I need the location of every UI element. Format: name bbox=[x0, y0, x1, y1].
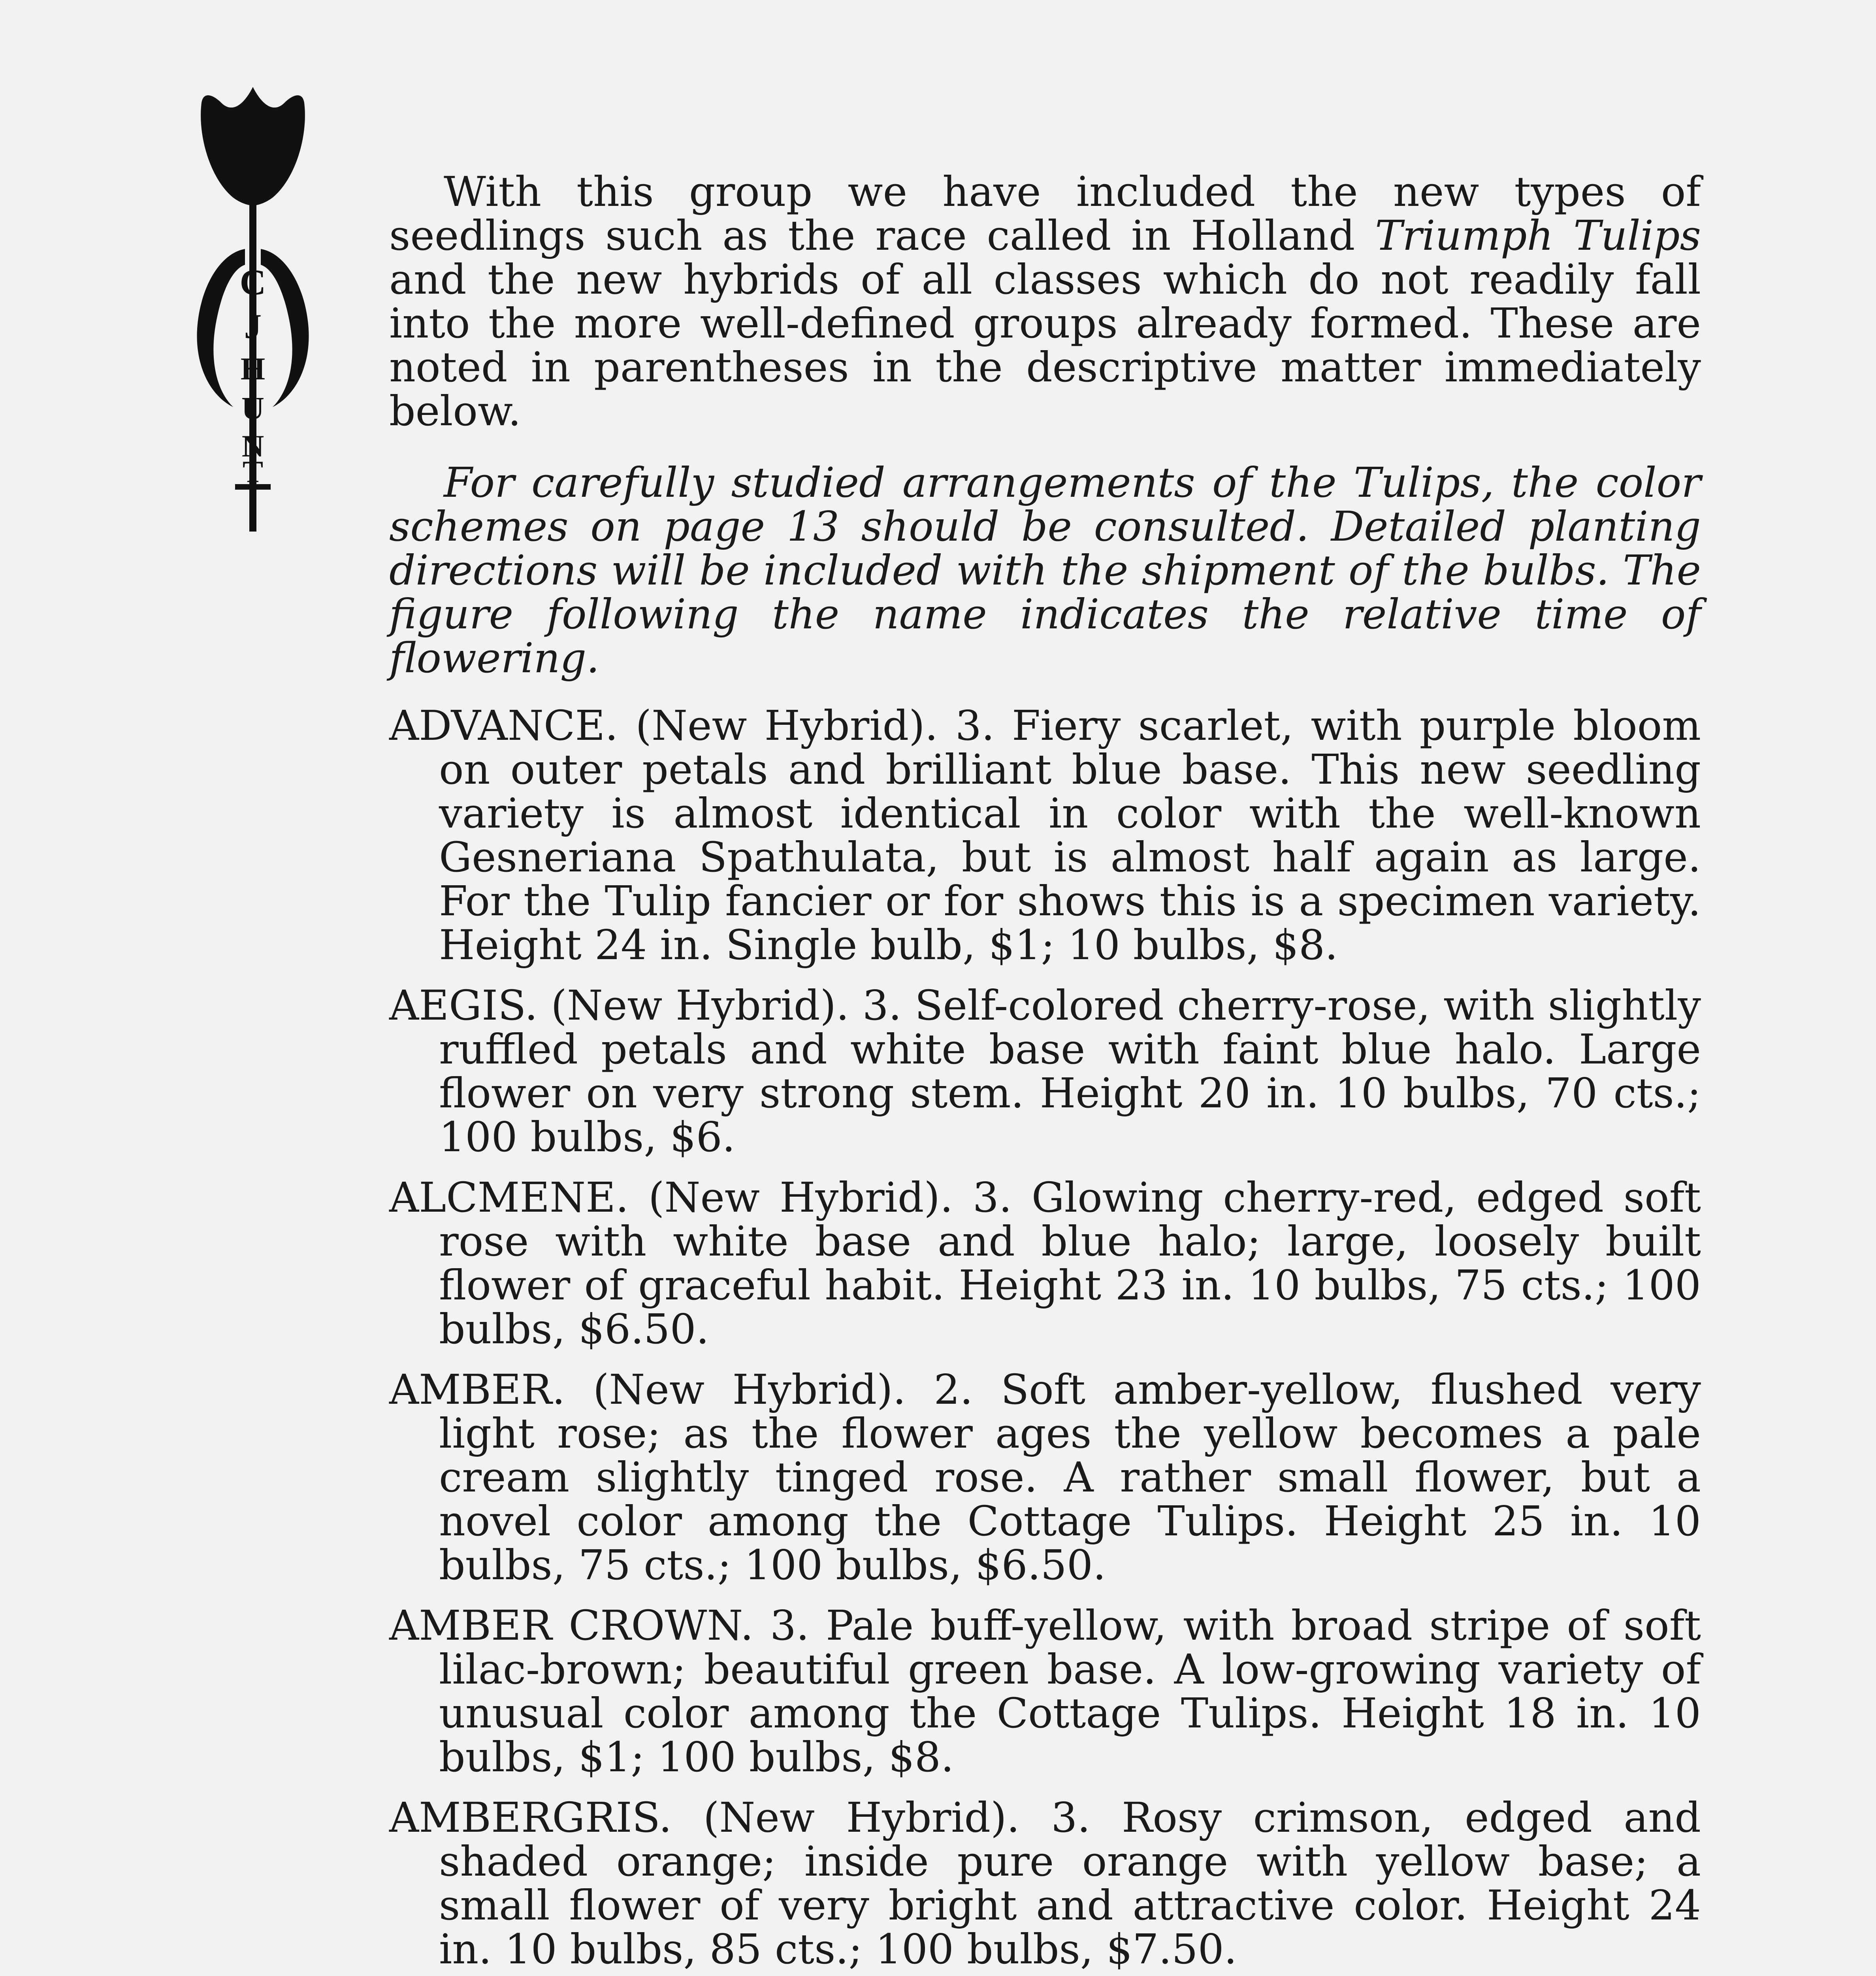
logo-letter-u: U bbox=[241, 391, 264, 426]
logo-letter-h: H bbox=[240, 352, 266, 387]
logo-letter-t: T bbox=[242, 454, 264, 489]
tulip-entry-aegis: AEGIS. (New Hybrid). 3. Self-colored cherry-rose, with slightly ruffled petals and white base with faint blue halo. Large flower on very strong stem. Height 20 in. 10 bulbs, 70 cts.; 100 bulbs, $6. bbox=[389, 981, 1701, 1161]
tulip-entry-advance: ADVANCE. (New Hybrid). 3. Fiery scarlet, with purple bloom on outer petals and brilliant blue base. This new seedling variety is almost identical in color with the well-known Gesneriana Spathulata, but is almost half again as large. For the Tulip fancier or for shows this is a specimen variety. Height 24 in. Single bulb, $1; 10 bulbs, $8. bbox=[389, 701, 1701, 969]
tulip-entry-amber: AMBER. (New Hybrid). 2. Soft amber-yellow, flushed very light rose; as the flower ages the yellow becomes a pale cream slightly tinged rose. A rather small flower, but a novel color among the Cottage Tulips. Height 25 in. 10 bulbs, 75 cts.; 100 bulbs, $6.50. bbox=[389, 1365, 1701, 1589]
tulip-logo-icon bbox=[186, 79, 320, 534]
intro-text-2: and the new hybrids of all classes which do not readily fall into the more well-defined groups already formed. These are noted in parentheses in the descriptive matter immediately below. bbox=[389, 255, 1701, 435]
logo-letter-j: J bbox=[244, 307, 262, 346]
intro-text-1: With this group we have included the new types of seedlings such as the race called in Holland bbox=[389, 168, 1701, 260]
planting-note: For carefully studied arrangements of the Tulips, the color schemes on page 13 should be consulted. Detailed planting directions will be included with the shipment of the bulbs. The figure following the name indicates the relative time of flowering. bbox=[389, 458, 1701, 682]
tulip-entry-alcmene: ALCMENE. (New Hybrid). 3. Glowing cherry-red, edged soft rose with white base and blue halo; large, loosely built flower of graceful habit. Height 23 in. 10 bulbs, 75 cts.; 100 bulbs, $6.50. bbox=[389, 1173, 1701, 1353]
catalog-text bbox=[389, 170, 1701, 1976]
tulip-list bbox=[389, 701, 1701, 1976]
tulip-entry-amber-crown: AMBER CROWN. 3. Pale buff-yellow, with broad stripe of soft lilac-brown; beautiful green base. A low-growing variety of unusual color among the Cottage Tulips. Height 18 in. 10 bulbs, $1; 100 bulbs, $8. bbox=[389, 1601, 1701, 1781]
intro-emphasis: Triumph Tulips bbox=[1375, 211, 1701, 260]
tulip-entry-ambergris: AMBERGRIS. (New Hybrid). 3. Rosy crimson, edged and shaded orange; inside pure orange with yellow base; a small flower of very bright and attractive color. Height 24 in. 10 bulbs, 85 cts.; 100 bulbs, $7.50. bbox=[389, 1793, 1701, 1973]
intro-paragraph bbox=[389, 170, 1701, 433]
logo-letter-c: C bbox=[239, 262, 266, 302]
logo-letter-n: N bbox=[241, 429, 264, 463]
